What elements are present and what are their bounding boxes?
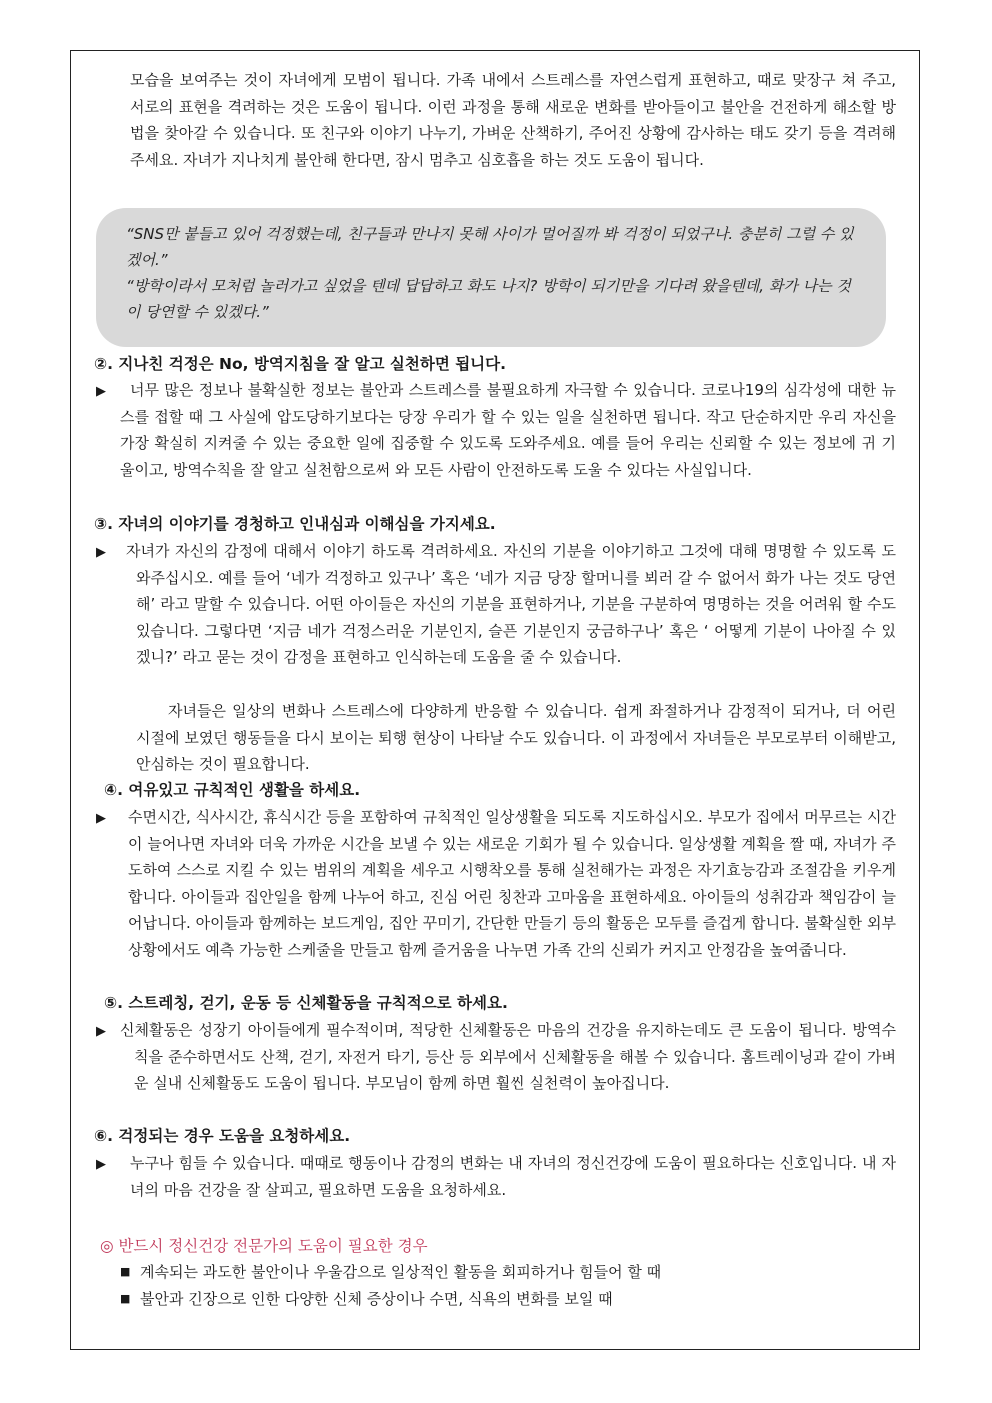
example-quote-box [96, 208, 886, 347]
section-body-5: 신체활동은 성장기 아이들에게 필수적이며, 적당한 신체활동은 마음의 건강을 유지하는데도 큰 도움이 됩니다. 방역수칙을 준수하면서도 산책, 걷기, 자전거 타기, 등산 등 외부에서 신체활동을 해볼 수 있습니다. 홈트레이닝과 같이 가벼운 실내 신체활동도 도움이 됩니다. 부모님이 함께 하면 훨씬 실천력이 높아집니다. [120, 1021, 896, 1092]
notice-item-1: 계속되는 과도한 불안이나 우울감으로 일상적인 활동을 회피하거나 힘들어 할 때 [140, 1263, 662, 1281]
notice-item-2: 불안과 긴장으로 인한 다양한 신체 증상이나 수면, 식욕의 변화를 보일 때 [140, 1290, 613, 1308]
quote-line-2: “방학이라서 모처럼 놀러가고 싶었을 텐데 답답하고 화도 나지? 방학이 되기만을 기다려 왔을텐데, 화가 나는 것이 당연할 수 있겠다.” [126, 277, 851, 321]
section-heading-4: ④. 여유있고 규칙적인 생활을 하세요. [104, 781, 361, 799]
bullet-icon: ▶ [96, 384, 106, 399]
bullet-icon: ▶ [96, 545, 106, 560]
notice-title: ◎ 반드시 정신건강 전문가의 도움이 필요한 경우 [100, 1237, 428, 1255]
square-bullet-icon: ■ [120, 1265, 131, 1278]
section-heading-6: ⑥. 걱정되는 경우 도움을 요청하세요. [94, 1127, 351, 1145]
bullet-icon: ▶ [96, 1024, 106, 1039]
section-body-4: 수면시간, 식사시간, 휴식시간 등을 포함하여 규칙적인 일상생활을 되도록 지도하십시오. 부모가 집에서 머무르는 시간이 늘어나면 자녀와 더욱 가까운 시간을 보낼 수 있는 새로운 기회가 될 수 있습니다. 일상생활 계획을 짤 때, 자녀가 주도하여 스스로 지킬 수 있는 범위의 계획을 세우고 시행착오를 통해 실천해가는 과정은 자기효능감과 조절감을 키우게 합니다. 아이들과 집안일을 함께 나누어 하고, 진심 어린 칭찬과 고마움을 표현하세요. 아이들의 성취감과 책임감이 늘어납니다. 아이들과 함께하는 보드게임, 집안 꾸미기, 간단한 만들기 등의 활동은 모두를 즐겁게 합니다. 불확실한 외부 상황에서도 예측 가능한 스케줄을 만들고 함께 즐거움을 나누면 가족 간의 신뢰가 커지고 안정감을 높여줍니다. [128, 808, 896, 959]
square-bullet-icon: ■ [120, 1292, 131, 1305]
quote-line-1: “SNS만 붙들고 있어 걱정했는데, 친구들과 만나지 못해 사이가 멀어질까 봐 걱정이 되었구나. 충분히 그럴 수 있겠어.” [126, 225, 854, 269]
section-body-6: 누구나 힘들 수 있습니다. 때때로 행동이나 감정의 변화는 내 자녀의 정신건강에 도움이 필요하다는 신호입니다. 내 자녀의 마음 건강을 잘 살피고, 필요하면 도움을 요청하세요. [130, 1154, 896, 1199]
section-body-3-extra: 자녀들은 일상의 변화나 스트레스에 다양하게 반응할 수 있습니다. 쉽게 좌절하거나 감정적이 되거나, 더 어린 시절에 보였던 행동들을 다시 보이는 퇴행 현상이 나타날 수도 있습니다. 이 과정에서 자녀들은 부모로부터 이해받고, 안심하는 것이 필요합니다. [136, 702, 896, 773]
section-heading-3: ③. 자녀의 이야기를 경청하고 인내심과 이해심을 가지세요. [94, 515, 496, 533]
intro-paragraph: 모습을 보여주는 것이 자녀에게 모범이 됩니다. 가족 내에서 스트레스를 자연스럽게 표현하고, 때로 맞장구 쳐 주고, 서로의 표현을 격려하는 것은 도움이 됩니다. 이런 과정을 통해 새로운 변화를 받아들이고 불안을 건전하게 해소할 방법을 찾아갈 수 있습니다. 또 친구와 이야기 나누기, 가벼운 산책하기, 주어진 상황에 감사하는 태도 갖기 등을 격려해 주세요. 자녀가 지나치게 불안해 한다면, 잠시 멈추고 심호흡을 하는 것도 도움이 됩니다. [130, 71, 896, 169]
bullet-icon: ▶ [96, 1157, 106, 1172]
bullet-icon: ▶ [96, 811, 106, 826]
section-body-2: 너무 많은 정보나 불확실한 정보는 불안과 스트레스를 불필요하게 자극할 수 있습니다. 코로나19의 심각성에 대한 뉴스를 접할 때 그 사실에 압도당하기보다는 당장 우리가 할 수 있는 일을 실천하면 됩니다. 작고 단순하지만 우리 자신을 가장 확실히 지켜줄 수 있는 중요한 일에 집중할 수 있도록 도와주세요. 예를 들어 우리는 신뢰할 수 있는 정보에 귀 기울이고, 방역수칙을 잘 알고 실천함으로써 와 모든 사람이 안전하도록 도울 수 있다는 사실입니다. [120, 381, 896, 479]
section-heading-2: ②. 지나친 걱정은 No, 방역지침을 잘 알고 실천하면 됩니다. [94, 355, 507, 373]
section-body-3: 자녀가 자신의 감정에 대해서 이야기 하도록 격려하세요. 자신의 기분을 이야기하고 그것에 대해 명명할 수 있도록 도와주십시오. 예를 들어 ‘네가 걱정하고 있구나’ 혹은 ‘네가 지금 당장 할머니를 뵈러 갈 수 없어서 화가 나는 것도 당연해’ 라고 말할 수 있습니다. 어떤 아이들은 자신의 기분을 표현하거나, 기분을 구분하여 명명하는 것을 어려워 할 수도 있습니다. 그렇다면 ‘지금 네가 걱정스러운 기분인지, 슬픈 기분인지 궁금하구나’ 혹은 ‘ 어떻게 기분이 나아질 수 있겠니?’ 라고 묻는 것이 감정을 표현하고 인식하는데 도움을 줄 수 있습니다. [126, 542, 896, 666]
section-heading-5: ⑤. 스트레칭, 걷기, 운동 등 신체활동을 규칙적으로 하세요. [104, 994, 508, 1012]
